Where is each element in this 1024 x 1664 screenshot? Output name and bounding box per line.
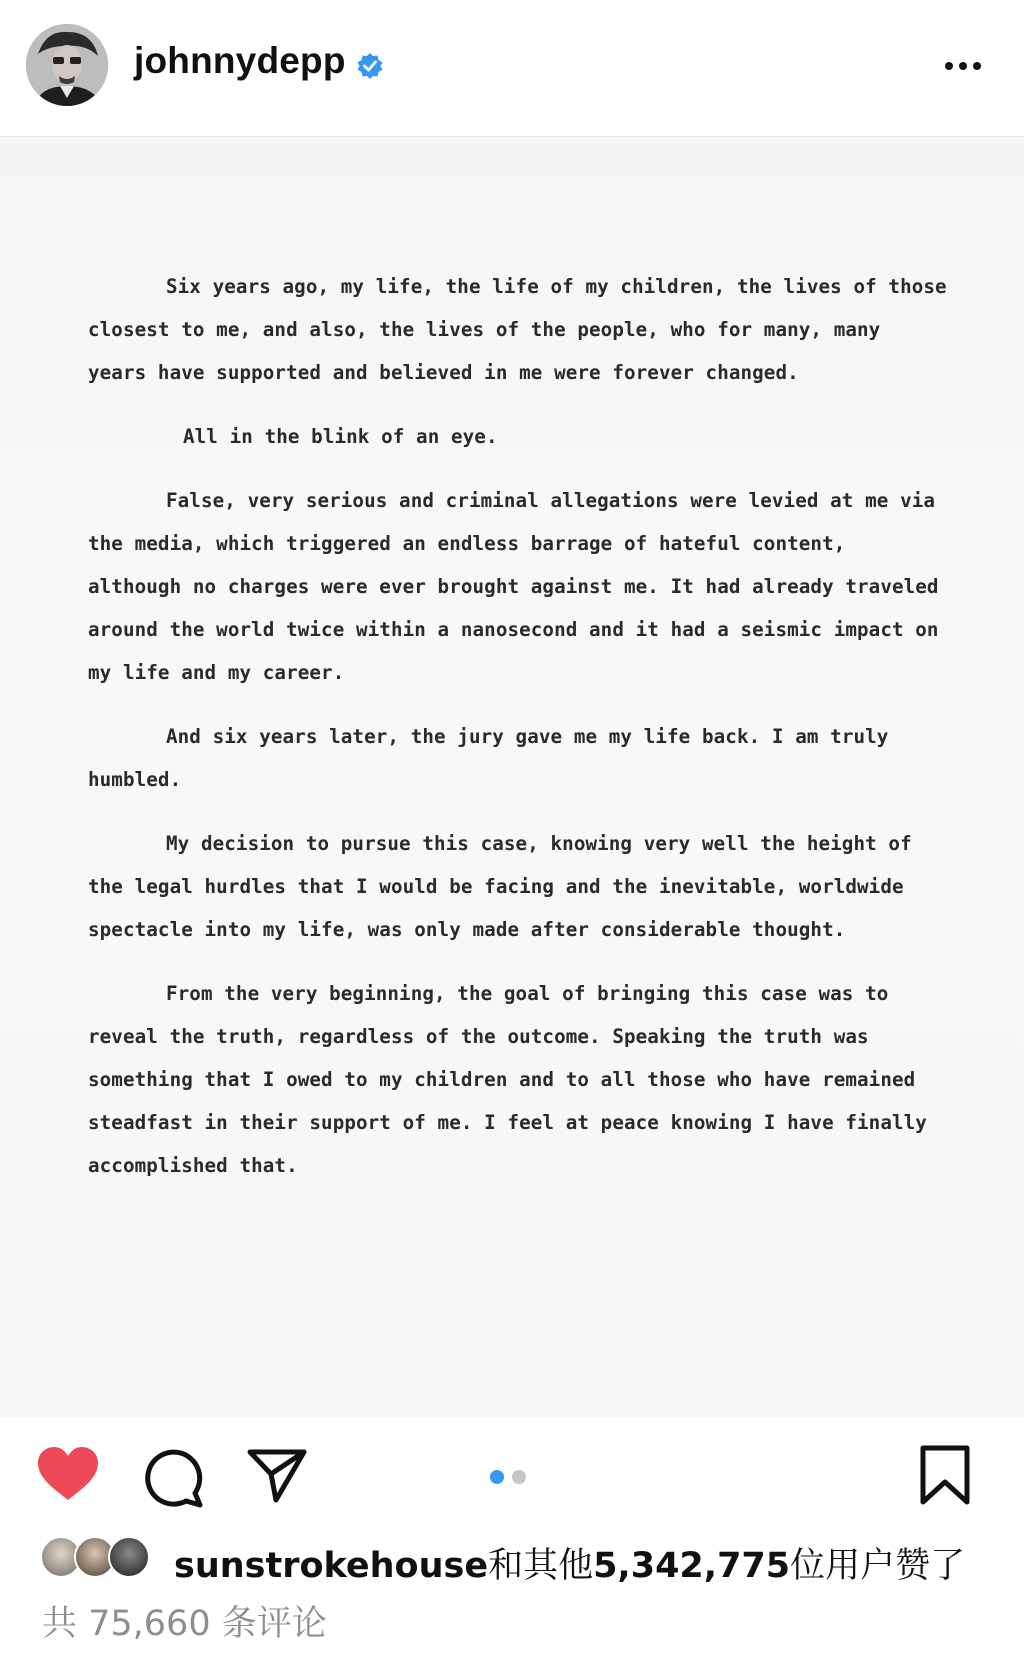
more-options-icon[interactable] (945, 52, 991, 80)
carousel-dot-active (490, 1470, 504, 1484)
profile-avatar[interactable] (26, 24, 108, 106)
heart-filled-icon[interactable] (36, 1446, 100, 1502)
liked-by-username[interactable]: sunstrokehouse (174, 1546, 489, 1586)
letter-paragraph: Six years ago, my life, the life of my children, the lives of those closest to me, and also, the lives of the people, who for many, many years have supported and believed in me were forever changed. (88, 275, 947, 384)
carousel-dot[interactable] (512, 1470, 526, 1484)
likes-prefix: 和其他 (488, 1546, 594, 1586)
letter-paragraph: False, very serious and criminal allegations were levied at me via the media, which triggered an endless barrage of hateful content, although no charges were ever brought against me. It had already traveled around the world twice within a nanosecond and it had a seismic impact on my life and my career. (88, 489, 939, 684)
liker-avatar (108, 1536, 150, 1578)
bookmark-icon[interactable] (918, 1444, 972, 1506)
username[interactable]: johnnydepp (134, 40, 346, 81)
likes-text[interactable] (174, 1538, 965, 1588)
post-action-bar (0, 1418, 1024, 1528)
avatar-portrait-icon (26, 24, 108, 106)
letter-paragraph: My decision to pursue this case, knowing very well the height of the legal hurdles that I would be facing and the inevitable, worldwide spectacle into my life, was only made after considerable thought. (88, 832, 912, 941)
view-comments-link[interactable]: 共 75,660 条评论 (42, 1604, 327, 1644)
likes-suffix: 位用户赞了 (790, 1546, 966, 1586)
verified-badge-icon (356, 52, 384, 80)
comment-icon[interactable] (142, 1446, 204, 1508)
likes-count: 5,342,775 (593, 1546, 791, 1586)
post-image-letter (0, 137, 1024, 1417)
letter-paragraph: And six years later, the jury gave me my life back. I am truly humbled. (88, 725, 889, 791)
paper-plane-icon[interactable] (246, 1446, 308, 1504)
carousel-indicator (490, 1470, 530, 1486)
likes-row (0, 1530, 1024, 1590)
letter-paragraph: All in the blink of an eye. (183, 425, 498, 448)
letter-text (88, 265, 948, 1208)
letter-paragraph: From the very beginning, the goal of bringing this case was to reveal the truth, regardless of the outcome. Speaking the truth was something that I owed to my children and to all those who have remained steadfast in their support of me. I feel at peace knowing I have finally accomplished that. (88, 982, 927, 1177)
post-header (0, 0, 1024, 137)
